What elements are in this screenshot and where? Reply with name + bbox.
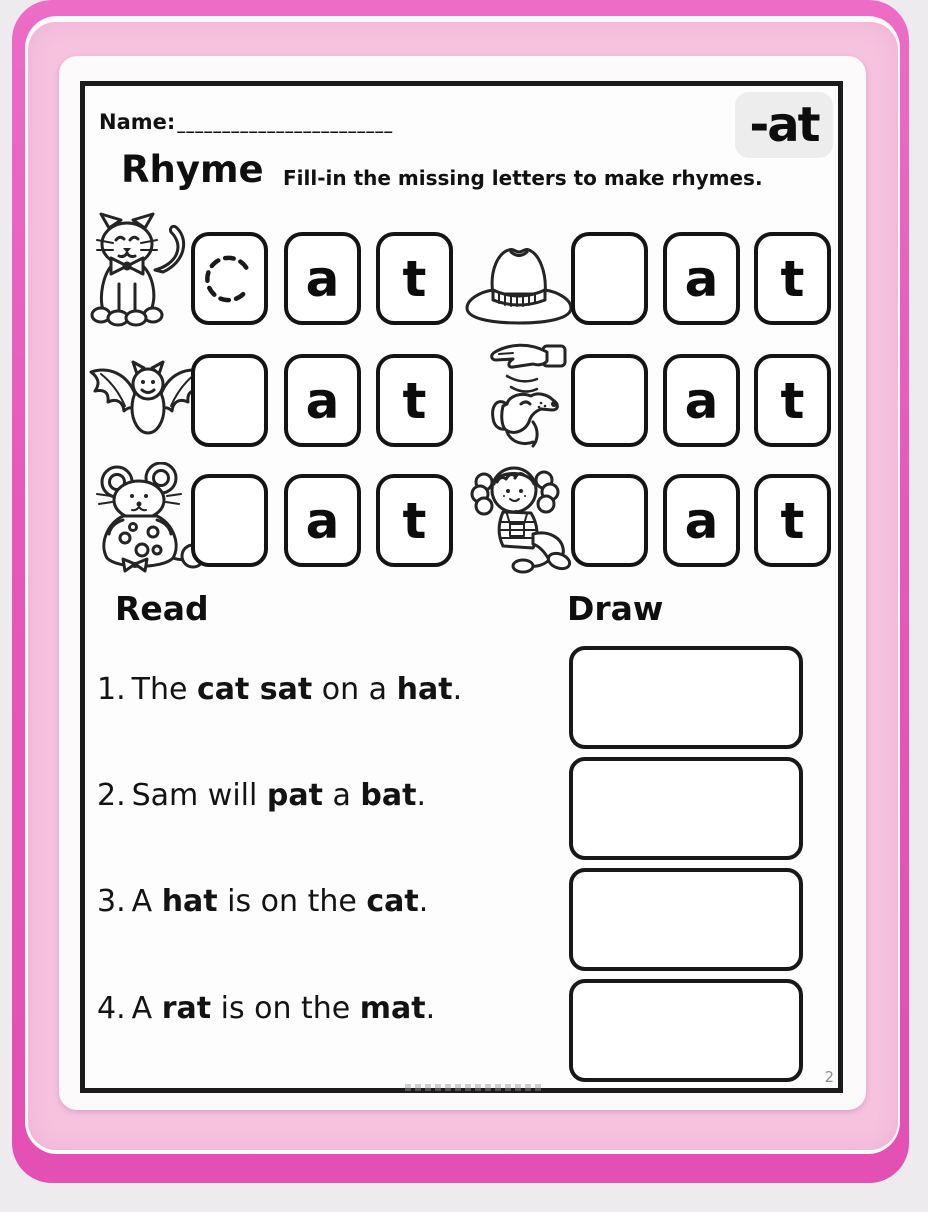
read-heading: Read [115, 589, 209, 628]
letter-box-t [376, 232, 453, 325]
sentence-number: 2. [97, 778, 126, 813]
letter: t [780, 371, 805, 430]
name-blank-line: ________________________ [177, 114, 394, 133]
letter-box-blank [191, 474, 268, 567]
name-row [99, 110, 393, 134]
letter-box-a [284, 354, 361, 447]
name-label: Name: [99, 110, 176, 134]
draw-heading: Draw [567, 589, 664, 628]
letter-box-traced-c [191, 232, 268, 325]
rhyme-row [85, 348, 838, 470]
page-title: Rhyme [121, 148, 264, 191]
instruction-text: Fill-in the missing letters to make rhymes. [283, 166, 763, 190]
sentence-number: 1. [97, 672, 126, 707]
sentence-number: 3. [97, 884, 126, 919]
letter: a [684, 371, 719, 430]
word-family-badge: -at [735, 92, 833, 158]
letter: a [305, 371, 340, 430]
letter-box-t [754, 354, 831, 447]
letter: t [402, 249, 427, 308]
letter-box-a [663, 474, 740, 567]
letter-box-a [284, 232, 361, 325]
letter-box-blank [191, 354, 268, 447]
letter: t [402, 371, 427, 430]
letter: t [780, 249, 805, 308]
letter: a [684, 249, 719, 308]
sentence-number: 4. [97, 991, 126, 1026]
letter: t [780, 491, 805, 550]
read-sentence: 1. The cat sat on a hat. [97, 672, 463, 707]
cat-image [89, 212, 193, 330]
rhyme-row [85, 468, 838, 590]
footer-watermark [405, 1084, 541, 1091]
draw-box [569, 646, 803, 749]
rhyme-row [85, 226, 838, 348]
letter-box-a [663, 354, 740, 447]
letter: a [305, 249, 340, 308]
letter-box-t [376, 474, 453, 567]
hat-image [463, 242, 575, 328]
letter: a [305, 491, 340, 550]
page-number: 2 [824, 1068, 834, 1086]
read-sentence: 4. A rat is on the mat. [97, 991, 436, 1026]
letter: a [684, 491, 719, 550]
sat-image [467, 460, 579, 574]
letter-box-t [754, 232, 831, 325]
worksheet-page [80, 81, 843, 1093]
letter-box-blank [571, 232, 648, 325]
read-sentence: 2. Sam will pat a bat. [97, 778, 427, 813]
pat-image [477, 340, 575, 456]
draw-box [569, 868, 803, 971]
letter-box-t [376, 354, 453, 447]
letter-box-t [754, 474, 831, 567]
letter-box-a [663, 232, 740, 325]
letter-box-blank [571, 354, 648, 447]
draw-box [569, 757, 803, 860]
draw-box [569, 979, 803, 1082]
letter-box-blank [571, 474, 648, 567]
read-sentence: 3. A hat is on the cat. [97, 884, 429, 919]
letter: t [402, 491, 427, 550]
letter-box-a [284, 474, 361, 567]
